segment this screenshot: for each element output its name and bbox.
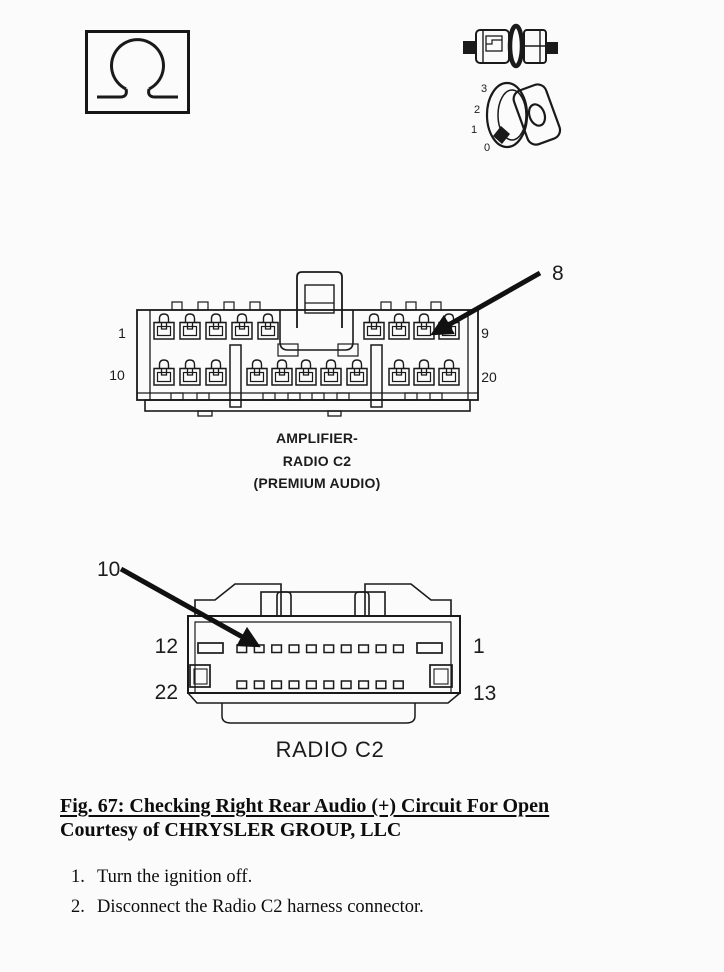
connector-body [188, 584, 460, 723]
pin-label-bottom-left: 22 [154, 681, 178, 704]
pin-label-bottom-right: 20 [481, 369, 497, 385]
key-cylinder-icon [463, 26, 558, 66]
caption-line: (PREMIUM AUDIO) [253, 475, 381, 491]
ignition-dial-icon [471, 82, 563, 154]
pin-label-top-right: 1 [473, 635, 485, 658]
pin-label-top-right: 9 [481, 325, 489, 341]
step-number: 2. [71, 897, 85, 917]
pin-label-bottom-left: 10 [109, 367, 125, 383]
step-text: Turn the ignition off. [97, 867, 253, 887]
figure-courtesy: Courtesy of CHRYSLER GROUP, LLC [60, 818, 402, 841]
radio-connector-caption: RADIO C2 [275, 737, 385, 762]
step-number: 1. [71, 867, 85, 887]
ignition-key-off-icon [450, 20, 570, 160]
caption-line: RADIO C2 [282, 452, 352, 469]
callout-label-10: 10 [97, 558, 121, 581]
ignition-position-label: 0 [484, 142, 491, 154]
radio-connector-diagram [85, 550, 505, 755]
figure-caption [60, 795, 685, 842]
callout-label-8: 8 [552, 262, 564, 285]
caption-line: AMPLIFIER- [275, 430, 359, 446]
step-text: Disconnect the Radio C2 harness connector. [97, 897, 424, 917]
connector-body [137, 272, 478, 416]
omega-symbol [88, 33, 187, 111]
ignition-position-label: 1 [471, 124, 478, 136]
amplifier-connector-diagram [100, 250, 570, 420]
ohmmeter-icon [85, 30, 190, 114]
step-item [71, 862, 631, 892]
figure-title: Fig. 67: Checking Right Rear Audio (+) Circuit For Open [60, 795, 550, 817]
pin-label-top-left: 12 [154, 635, 178, 658]
callout-arrow-pin8 [436, 273, 540, 332]
procedure-steps [71, 862, 631, 922]
step-item [71, 892, 631, 922]
ignition-position-label: 3 [481, 83, 488, 95]
pin-label-top-left: 1 [118, 325, 126, 341]
ignition-position-label: 2 [474, 104, 481, 116]
amplifier-connector-caption [230, 427, 404, 495]
connector-latch [297, 272, 342, 328]
pin-label-bottom-right: 13 [473, 682, 497, 705]
